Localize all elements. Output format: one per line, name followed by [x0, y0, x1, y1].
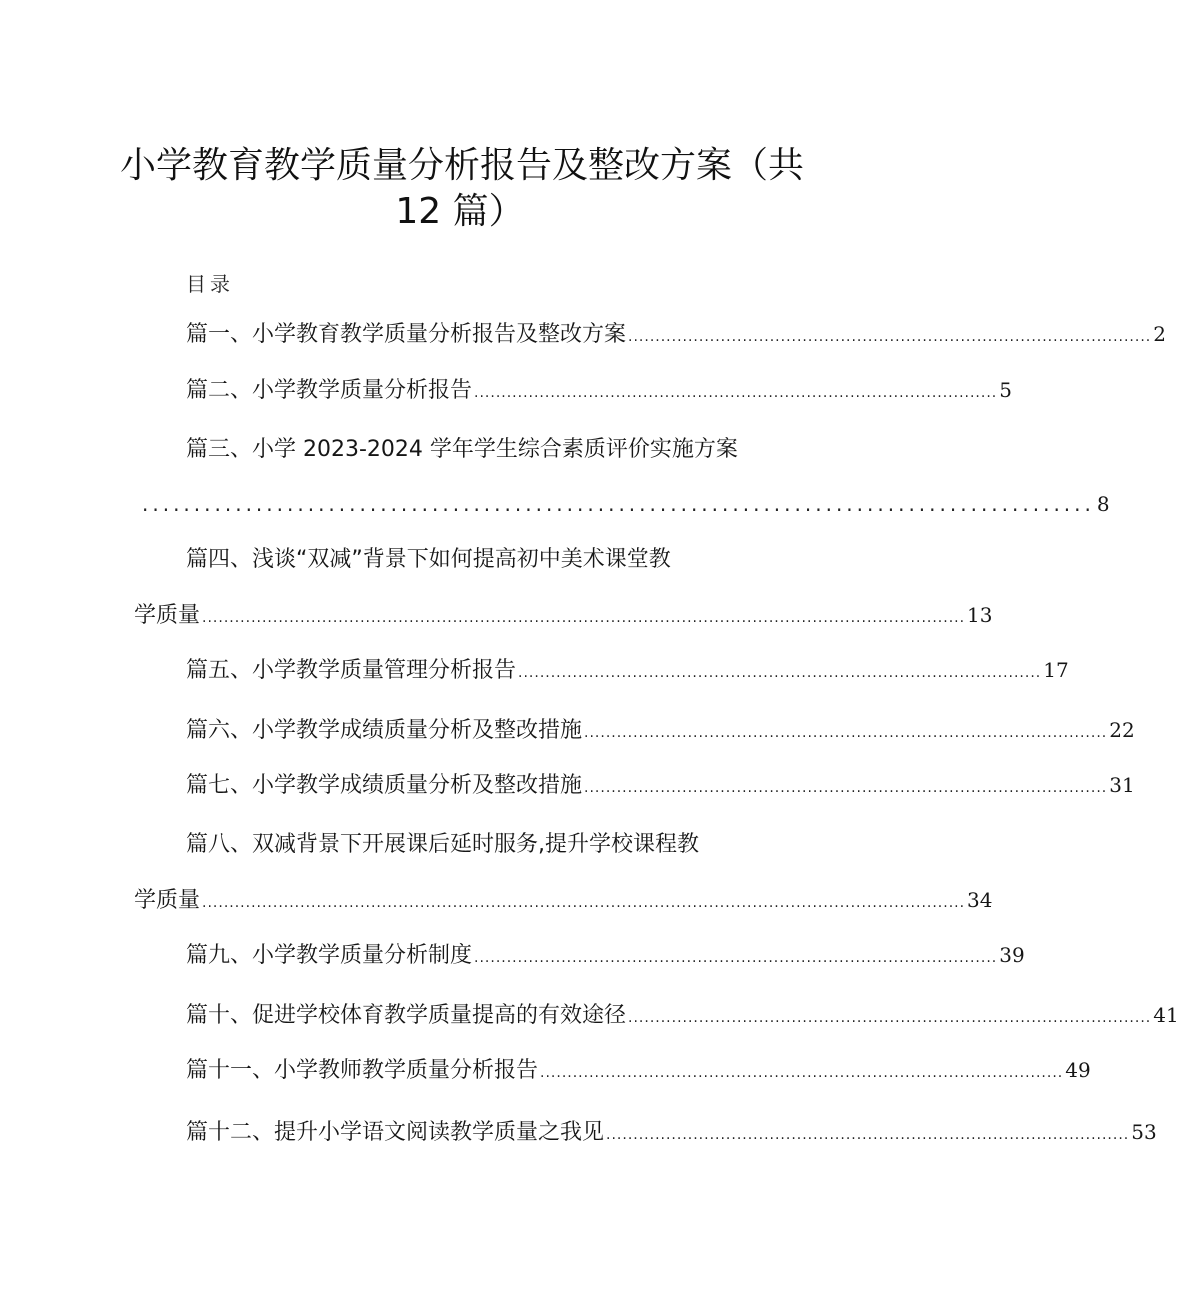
toc-entry-11[interactable]: [186, 1056, 1091, 1087]
toc-entry-3-line-2[interactable]: [140, 490, 1110, 518]
toc-entry-label: 篇二、小学教学质量分析报告: [186, 378, 473, 403]
toc-entry-label: 篇十一、小学教师教学质量分析报告: [186, 1058, 539, 1083]
toc-entry-10[interactable]: [186, 1001, 1179, 1032]
toc-leader-dots: ................................................................................................: [518, 665, 1042, 681]
toc-entry-1[interactable]: [186, 320, 1166, 351]
toc-page-number: 31: [1109, 773, 1135, 797]
toc-entry-4-line-2[interactable]: [134, 601, 993, 632]
toc-entry-label: 篇十二、提升小学语文阅读教学质量之我见: [186, 1120, 605, 1145]
toc-page-number: 17: [1043, 658, 1069, 682]
toc-entry-8-line-1[interactable]: 篇八、双减背景下开展课后延时服务,提升学校课程教: [186, 832, 699, 857]
toc-entry-label: 篇七、小学教学成绩质量分析及整改措施: [186, 773, 583, 798]
toc-page-number: 53: [1131, 1120, 1157, 1144]
toc-leader-dots: ................................................................................................: [628, 329, 1152, 345]
toc-entry-2[interactable]: [186, 376, 1012, 407]
toc-entry-12[interactable]: [186, 1118, 1157, 1149]
toc-entry-6[interactable]: [186, 716, 1135, 747]
toc-leader-dots: ................................................................................................: [606, 1127, 1130, 1143]
toc-leader-dots: ................................................................................................: [474, 385, 998, 401]
toc-page-number: 49: [1065, 1058, 1091, 1082]
toc-entry-7[interactable]: [186, 771, 1135, 802]
toc-entry-label: 篇六、小学教学成绩质量分析及整改措施: [186, 718, 583, 743]
toc-page-number: 34: [967, 888, 993, 912]
toc-heading: 目录: [186, 272, 234, 296]
toc-entry-label: 学质量: [134, 603, 201, 628]
toc-leader-dots: ................................................................................................: [628, 1010, 1152, 1026]
toc-leader-dots: ............................................................................................................................................: [202, 895, 966, 911]
toc-entry-5[interactable]: [186, 656, 1069, 687]
toc-leader-dots: ................................................................................................: [584, 780, 1108, 796]
toc-page-number: 2: [1153, 322, 1166, 346]
toc-leader-dots: ................................................................................................: [584, 725, 1108, 741]
toc-leader-dots: ............................................................................................: [142, 492, 1095, 516]
document-title-line-1: 小学教育教学质量分析报告及整改方案（共: [120, 145, 805, 186]
toc-page-number: 13: [967, 603, 993, 627]
toc-leader-dots: ................................................................................................: [540, 1065, 1064, 1081]
toc-entry-label: 篇五、小学教学质量管理分析报告: [186, 658, 517, 683]
toc-entry-3-line-1[interactable]: 篇三、小学 2023-2024 学年学生综合素质评价实施方案: [186, 437, 738, 462]
toc-entry-label: 篇十、促进学校体育教学质量提高的有效途径: [186, 1003, 627, 1028]
toc-leader-dots: ................................................................................................: [474, 950, 998, 966]
toc-page-number: 8: [1096, 492, 1110, 516]
toc-page-number: 5: [999, 378, 1012, 402]
toc-page-number: 39: [999, 943, 1025, 967]
toc-entry-8-line-2[interactable]: [134, 886, 993, 917]
toc-entry-4-line-1[interactable]: 篇四、浅谈“双减”背景下如何提高初中美术课堂教: [186, 547, 671, 572]
toc-page-number: 41: [1153, 1003, 1179, 1027]
document-title-line-2: 12 篇）: [395, 191, 525, 232]
toc-page-number: 22: [1109, 718, 1135, 742]
toc-leader-dots: ............................................................................................................................................: [202, 610, 966, 626]
toc-entry-label: 篇一、小学教育教学质量分析报告及整改方案: [186, 322, 627, 347]
toc-entry-label: 篇九、小学教学质量分析制度: [186, 943, 473, 968]
toc-entry-label: 学质量: [134, 888, 201, 913]
toc-entry-9[interactable]: [186, 941, 1025, 972]
